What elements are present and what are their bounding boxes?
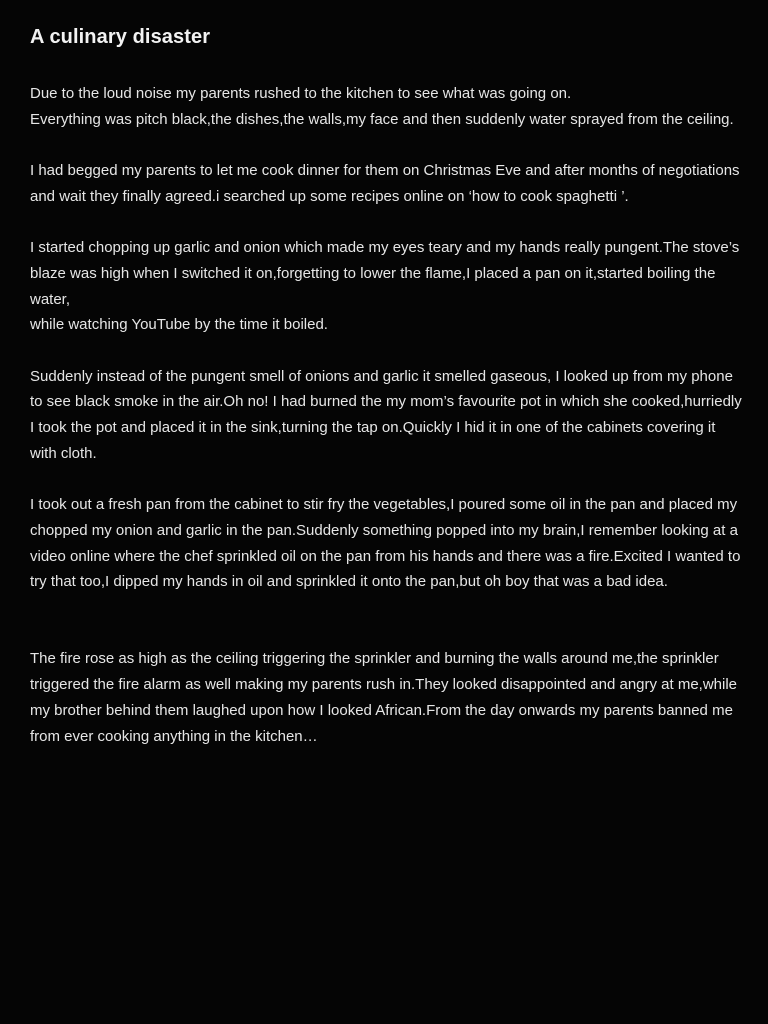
paragraph-4: Suddenly instead of the pungent smell of onions and garlic it smelled gaseous, I looked up from my phone to see black smoke in the air.Oh no! I had burned the my mom’s favourite pot in which she cooked,hurriedly I took the pot and placed it in the sink,turning the tap on.Quickly I hid it in one of the cabinets covering it with cloth.: [30, 367, 742, 462]
paragraph-2: I had begged my parents to let me cook dinner for them on Christmas Eve and after months of negotiations and wait they finally agreed.i searched up some recipes online on ‘how to cook spaghetti ’.: [30, 162, 740, 205]
paragraph-6: The fire rose as high as the ceiling triggering the sprinkler and burning the walls around me,the sprinkler triggered the fire alarm as well making my parents rush in.They looked disappointed and angry at me,while my brother behind them laughed upon how I looked African.From the day onwards my parents banned me from ever cooking anything in the kitchen…: [30, 650, 738, 745]
paragraph-5: I took out a fresh pan from the cabinet to stir fry the vegetables,I poured some oil in the pan and placed my chopped my onion and garlic in the pan.Suddenly something popped into my brain,I remember looking at a video online where the chef sprinkled oil on the pan from his hands and there was a fire.Excited I wanted to try that too,I dipped my hands in oil and sprinkled it onto the pan,but oh boy that was a bad idea.: [30, 496, 741, 591]
document-body[interactable]: [30, 81, 742, 749]
document-title: A culinary disaster: [30, 26, 211, 48]
paragraph-3: I started chopping up garlic and onion which made my eyes teary and my hands really pungent.The stove’s blaze was high when I switched it on,forgetting to lower the flame,I placed a pan on it,started boiling the water, while watching YouTube by the time it boiled.: [30, 239, 740, 334]
paragraph-1: Due to the loud noise my parents rushed to the kitchen to see what was going on. Everything was pitch black,the dishes,the walls,my face and then suddenly water sprayed from the ceiling.: [30, 85, 734, 128]
